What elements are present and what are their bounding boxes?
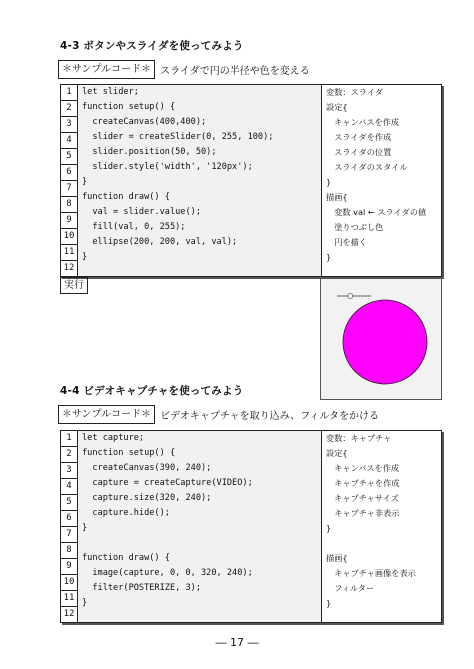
comment-column <box>322 431 441 622</box>
code-line: function draw() { <box>82 553 170 563</box>
sample-header-4-3 <box>58 60 310 79</box>
line-number: 9 <box>61 559 77 575</box>
code-comment: 塗りつぶし色 <box>326 222 384 232</box>
line-number: 5 <box>61 495 77 511</box>
line-number: 1 <box>61 85 77 101</box>
line-number: 8 <box>61 543 77 559</box>
code-comment: 描画{ <box>326 192 348 202</box>
code-column <box>78 431 322 622</box>
line-number: 12 <box>63 263 75 273</box>
code-comment: } <box>326 523 332 533</box>
section-title-4-3: 4-3 ボタンやスライダを使ってみよう <box>60 40 244 52</box>
line-number: 7 <box>61 181 77 197</box>
magenta-circle <box>343 300 427 384</box>
sketch-preview-canvas <box>320 278 442 400</box>
code-line: } <box>82 252 88 262</box>
line-number: 11 <box>61 591 77 607</box>
sample-code-tag: ＊サンプルコード＊ <box>58 60 155 79</box>
line-number: 1 <box>61 431 77 447</box>
code-comment: キャプチャ画像を表示 <box>326 568 416 578</box>
code-comment: } <box>326 252 332 262</box>
code-comment: フィルター <box>326 583 375 593</box>
line-number: 4 <box>61 133 77 149</box>
preview-drawing <box>321 279 441 399</box>
code-table-4-4 <box>60 430 442 623</box>
code-line: function draw() { <box>82 192 170 202</box>
code-line: image(capture, 0, 0, 320, 240); <box>82 568 253 578</box>
code-comment <box>322 536 441 551</box>
comment-column <box>322 85 441 276</box>
code-line: capture = createCapture(VIDEO); <box>82 478 253 488</box>
line-number: 10 <box>61 229 77 245</box>
code-line <box>78 536 321 551</box>
code-line: let slider; <box>82 87 139 97</box>
line-number-column <box>61 85 78 276</box>
line-number: 3 <box>61 463 77 479</box>
line-number: 10 <box>61 575 77 591</box>
code-line: ellipse(200, 200, val, val); <box>82 237 238 247</box>
code-line: let capture; <box>82 433 145 443</box>
code-line: } <box>82 523 88 533</box>
page-number: ― 17 ― <box>215 636 259 649</box>
line-number: 5 <box>61 149 77 165</box>
code-line: } <box>82 177 88 187</box>
line-number: 8 <box>61 197 77 213</box>
sample-description: スライダで円の半径や色を変える <box>160 66 310 77</box>
code-comment: キャンバスを作成 <box>326 463 400 473</box>
code-line: slider = createSlider(0, 255, 100); <box>82 132 274 142</box>
code-line: createCanvas(400,400); <box>82 117 207 127</box>
code-line: slider.style('width', '120px'); <box>82 162 253 172</box>
code-line: slider.position(50, 50); <box>82 147 217 157</box>
code-comment: スライダの位置 <box>326 147 392 157</box>
code-comment: キャプチャを作成 <box>326 478 400 488</box>
line-number: 6 <box>61 511 77 527</box>
code-comment: スライダのスタイル <box>326 162 408 172</box>
line-number: 9 <box>61 213 77 229</box>
line-number: 3 <box>61 117 77 133</box>
slider-thumb[interactable] <box>348 294 353 299</box>
run-button[interactable]: 実行 <box>60 277 88 294</box>
code-comment: 設定{ <box>326 448 348 458</box>
line-number: 2 <box>61 101 77 117</box>
line-number: 2 <box>61 447 77 463</box>
code-line: fill(val, 0, 255); <box>82 222 186 232</box>
sample-code-tag: ＊サンプルコード＊ <box>58 405 155 424</box>
code-comment: キャプチャサイズ <box>326 493 399 503</box>
line-number-column <box>61 431 78 622</box>
code-comment: スライダを作成 <box>326 132 392 142</box>
sample-description: ビデオキャプチャを取り込み、フィルタをかける <box>160 411 380 422</box>
line-number: 12 <box>63 609 75 619</box>
code-line: function setup() { <box>82 448 176 458</box>
code-comment: } <box>326 598 332 608</box>
code-line: capture.hide(); <box>82 508 170 518</box>
code-line: capture.size(320, 240); <box>82 493 212 503</box>
section-title-4-4: 4-4 ビデオキャプチャを使ってみよう <box>60 385 244 397</box>
line-number: 4 <box>61 479 77 495</box>
code-comment: 設定{ <box>326 102 348 112</box>
line-number: 11 <box>61 245 77 261</box>
code-line: function setup() { <box>82 102 176 112</box>
code-line: filter(POSTERIZE, 3); <box>82 583 201 593</box>
code-comment: 円を描く <box>326 237 367 247</box>
code-column <box>78 85 322 276</box>
code-line: } <box>82 598 88 608</box>
code-line: createCanvas(390, 240); <box>82 463 212 473</box>
code-comment: キャプチャ非表示 <box>326 508 400 518</box>
code-comment: キャンバスを作成 <box>326 117 400 127</box>
sample-header-4-4 <box>58 405 379 424</box>
code-line: val = slider.value(); <box>82 207 201 217</box>
code-comment: 変数：スライダ <box>326 87 384 97</box>
code-table-4-3 <box>60 84 442 277</box>
code-comment: } <box>326 177 332 187</box>
line-number: 7 <box>61 527 77 543</box>
code-comment: 描画{ <box>326 553 348 563</box>
line-number: 6 <box>61 165 77 181</box>
code-comment: 変数 val ← スライダの値 <box>326 207 427 217</box>
code-comment: 変数：キャプチャ <box>326 433 392 443</box>
